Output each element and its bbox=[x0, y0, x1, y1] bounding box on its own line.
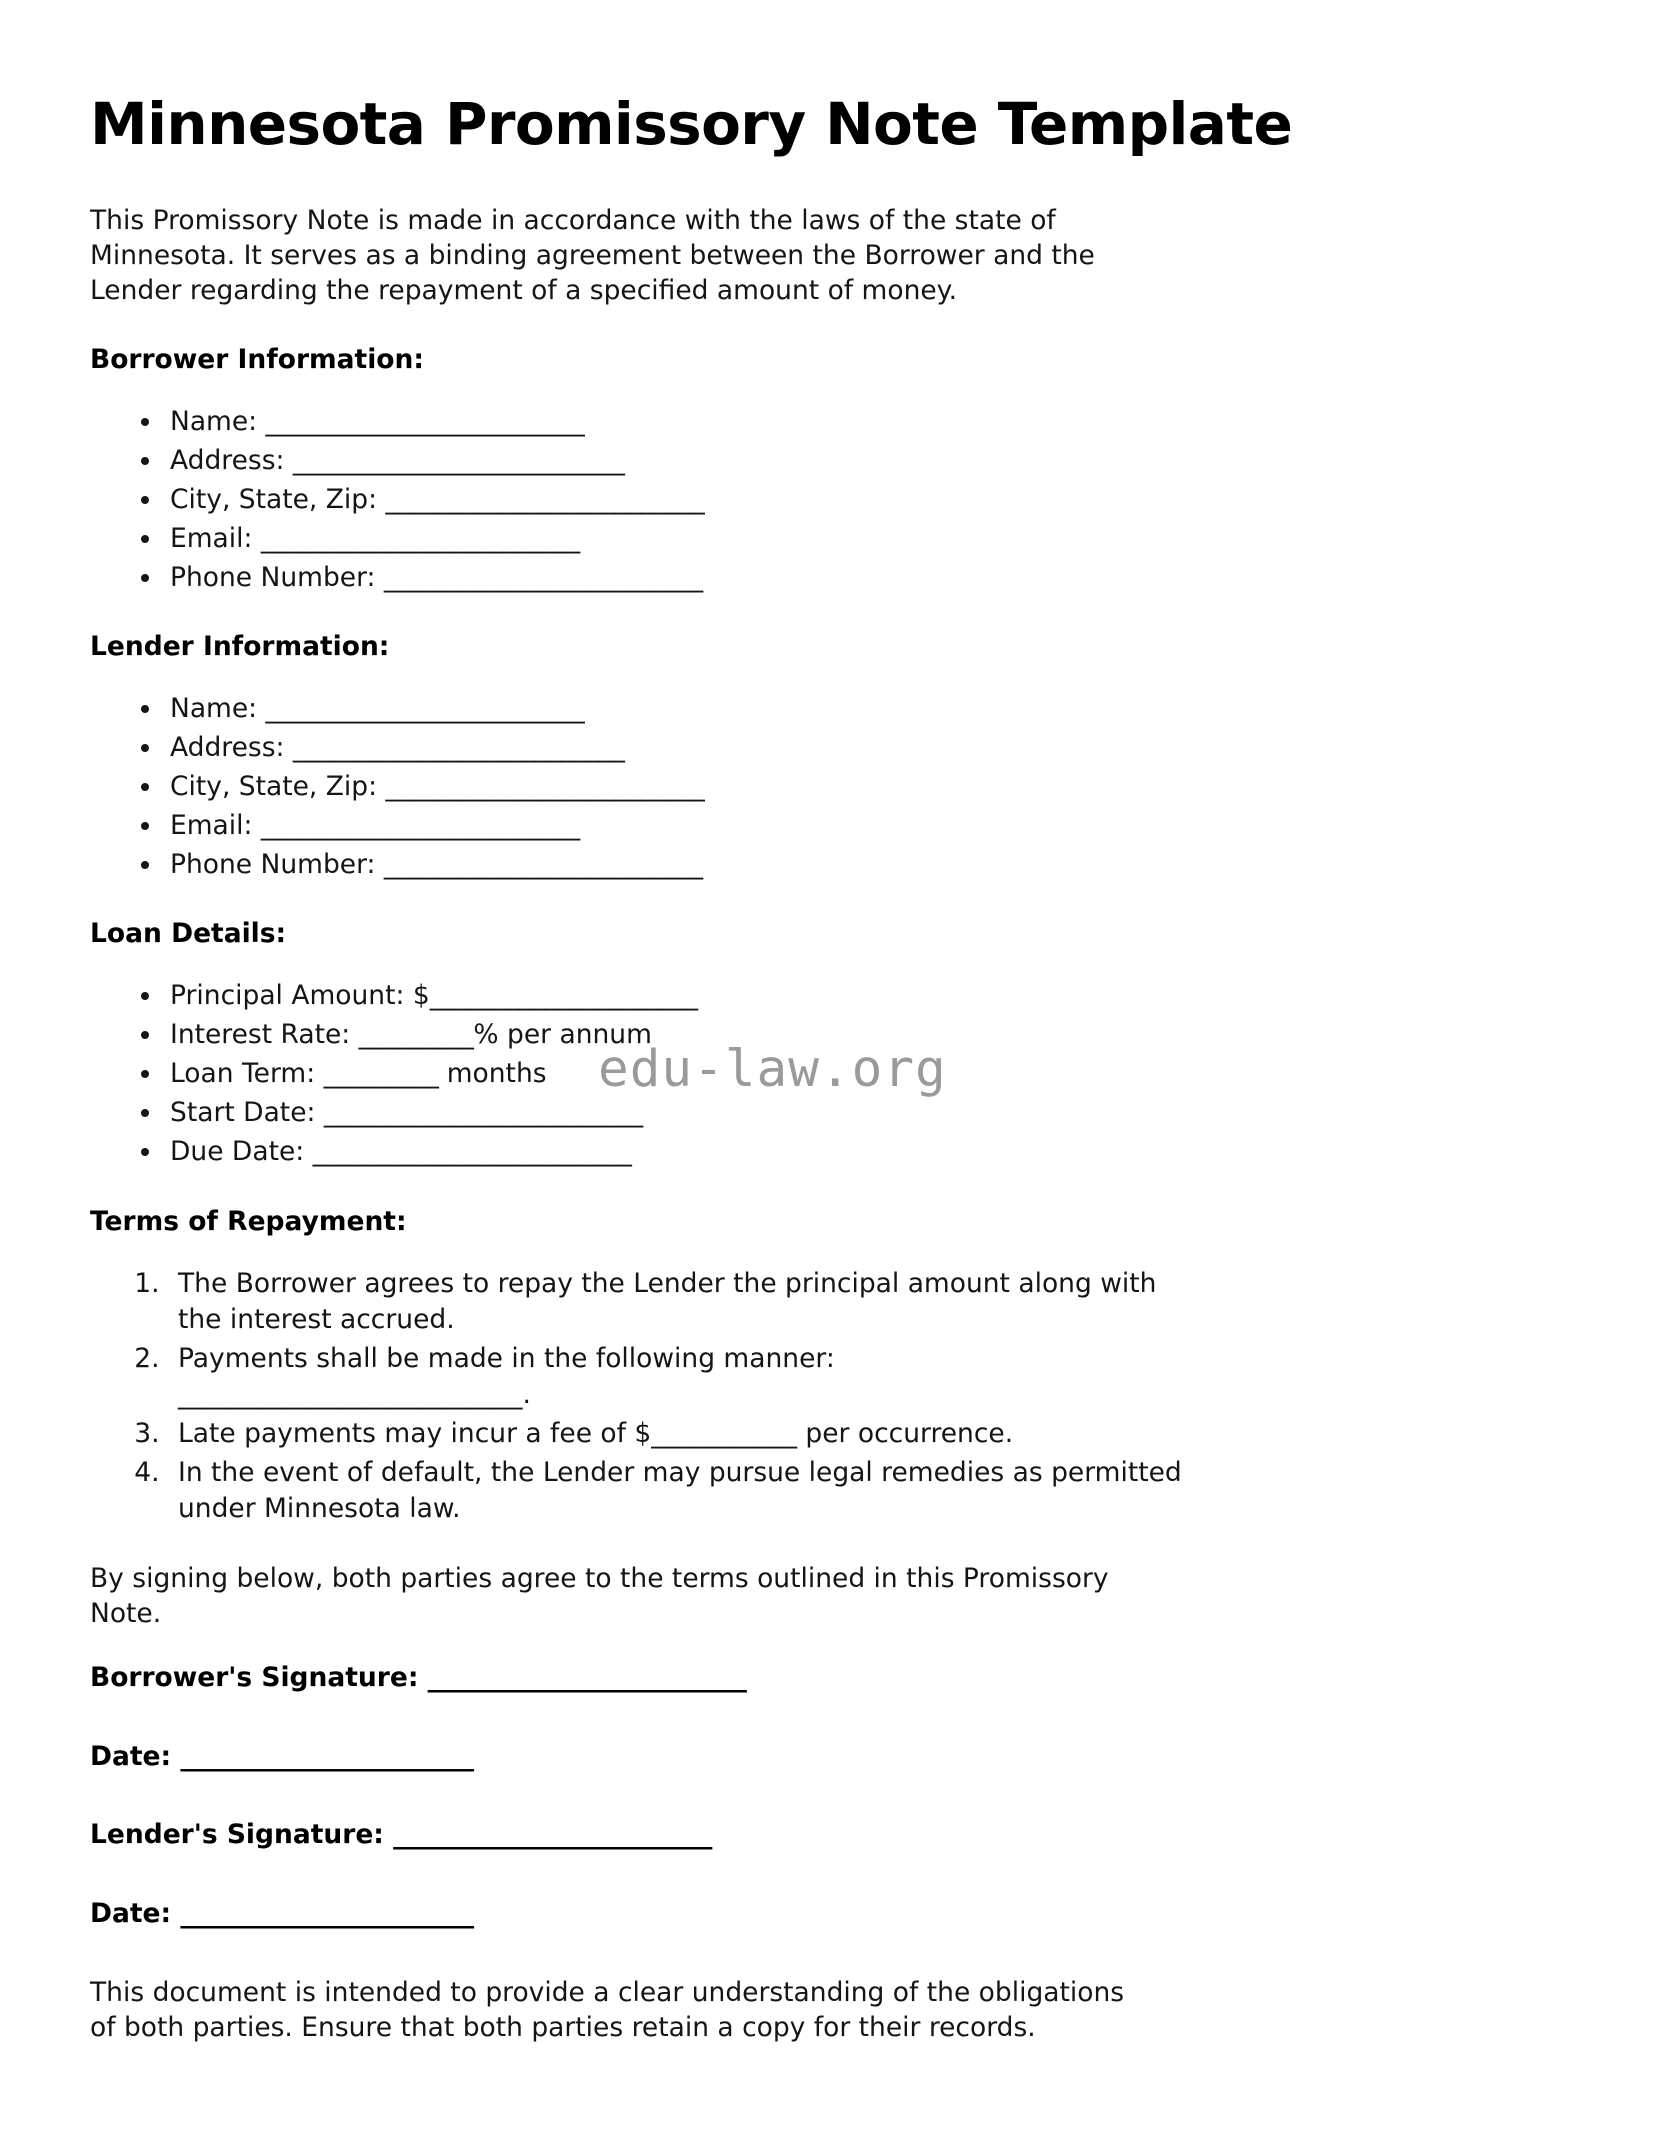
lender-information-heading: Lender Information: bbox=[90, 630, 390, 662]
fill-blank[interactable]: _________________________ bbox=[383, 561, 703, 593]
field-label: Due Date: bbox=[170, 1136, 313, 1168]
borrower-date-label: Date: bbox=[90, 1740, 181, 1772]
fill-blank[interactable]: _________________________ bbox=[323, 1097, 643, 1129]
list-item bbox=[164, 521, 1542, 557]
lender-signature-label: Lender's Signature: bbox=[90, 1819, 394, 1851]
list-item bbox=[164, 847, 1542, 883]
lender-date-row bbox=[90, 1897, 1542, 1931]
lender-date-blank[interactable]: _______________________ bbox=[180, 1897, 474, 1929]
list-item bbox=[164, 443, 1542, 479]
list-item bbox=[164, 769, 1542, 805]
field-label: Email: bbox=[170, 810, 253, 842]
list-item bbox=[164, 404, 1542, 440]
lender-information-list bbox=[90, 691, 1542, 883]
lender-signature-row bbox=[90, 1818, 1542, 1852]
list-item bbox=[164, 482, 1542, 518]
fill-blank[interactable]: _________________________ bbox=[385, 483, 705, 515]
field-label: Address: bbox=[170, 732, 285, 764]
lender-date-label: Date: bbox=[90, 1897, 181, 1929]
terms-of-repayment-list bbox=[90, 1266, 1542, 1527]
borrower-signature-label: Borrower's Signature: bbox=[90, 1662, 428, 1694]
borrower-date-blank[interactable]: _______________________ bbox=[180, 1740, 474, 1772]
fill-blank[interactable]: _________________________ bbox=[260, 810, 580, 842]
list-item: 4. In the event of default, the Lender may pursue legal remedies as permitted under Minnesota law. bbox=[168, 1455, 1188, 1527]
field-label: City, State, Zip: bbox=[170, 771, 378, 803]
field-suffix: months bbox=[438, 1058, 547, 1090]
field-label: Email: bbox=[170, 522, 253, 554]
fill-blank[interactable]: __________________________ bbox=[292, 732, 625, 764]
field-label: Principal Amount: $ bbox=[170, 980, 430, 1012]
fill-blank[interactable]: _________ bbox=[358, 1019, 474, 1051]
fill-blank[interactable]: __________________________ bbox=[292, 444, 625, 476]
list-item bbox=[164, 1056, 1542, 1092]
field-label: Name: bbox=[170, 405, 258, 437]
list-item bbox=[164, 808, 1542, 844]
field-label: Loan Term: bbox=[170, 1058, 324, 1090]
borrower-information-list bbox=[90, 404, 1542, 596]
list-item bbox=[164, 1134, 1542, 1170]
field-suffix: % per annum bbox=[473, 1019, 652, 1051]
fill-blank[interactable]: _____________________ bbox=[429, 980, 698, 1012]
intro-paragraph: This Promissory Note is made in accordance with the laws of the state of Minnesota. It serves as a binding agreement between the Borrower and the Lender regarding the repayment of a specified amount of money. bbox=[90, 204, 1095, 307]
field-label: Phone Number: bbox=[170, 561, 376, 593]
fill-blank[interactable]: _________ bbox=[323, 1058, 439, 1090]
site-watermark: edu-law.org bbox=[598, 1040, 947, 1099]
fill-blank[interactable]: _________________________ bbox=[383, 849, 703, 881]
borrower-signature-blank[interactable]: _________________________ bbox=[427, 1662, 747, 1694]
list-item bbox=[164, 730, 1542, 766]
fill-blank[interactable]: _________________________ bbox=[385, 771, 705, 803]
fill-blank[interactable]: _________________________ bbox=[265, 405, 585, 437]
borrower-information-heading: Borrower Information: bbox=[90, 343, 424, 375]
field-label: Interest Rate: bbox=[170, 1019, 359, 1051]
list-item bbox=[164, 1095, 1542, 1131]
list-item bbox=[164, 1017, 1542, 1053]
field-label: Phone Number: bbox=[170, 849, 376, 881]
list-item: 3. Late payments may incur a fee of $___________ per occurrence. bbox=[168, 1416, 1188, 1452]
page-title: Minnesota Promissory Note Template bbox=[90, 90, 1293, 158]
fill-blank[interactable]: _________________________ bbox=[312, 1136, 632, 1168]
borrower-signature-row bbox=[90, 1661, 1542, 1695]
list-item: 2. Payments shall be made in the following manner: __________________________. bbox=[168, 1341, 1188, 1413]
loan-details-heading: Loan Details: bbox=[90, 918, 287, 950]
loan-details-list bbox=[90, 978, 1542, 1170]
list-item: 1. The Borrower agrees to repay the Lender the principal amount along with the interest accrued. bbox=[168, 1266, 1188, 1338]
list-item bbox=[164, 978, 1542, 1014]
field-label: Name: bbox=[170, 693, 258, 725]
field-label: City, State, Zip: bbox=[170, 483, 378, 515]
agreement-paragraph: By signing below, both parties agree to the terms outlined in this Promissory Note. bbox=[90, 1562, 1109, 1630]
closing-paragraph: This document is intended to provide a clear understanding of the obligations of both parties. Ensure that both parties retain a copy for their records. bbox=[90, 1977, 1125, 2044]
borrower-date-row bbox=[90, 1740, 1542, 1774]
terms-of-repayment-heading: Terms of Repayment: bbox=[90, 1205, 407, 1237]
list-item bbox=[164, 691, 1542, 727]
field-label: Start Date: bbox=[170, 1097, 324, 1129]
lender-signature-blank[interactable]: _________________________ bbox=[393, 1819, 712, 1851]
fill-blank[interactable]: _________________________ bbox=[260, 522, 580, 554]
fill-blank[interactable]: _________________________ bbox=[265, 693, 585, 725]
field-label: Address: bbox=[170, 444, 285, 476]
document-content bbox=[90, 92, 1542, 2046]
list-item bbox=[164, 560, 1542, 596]
